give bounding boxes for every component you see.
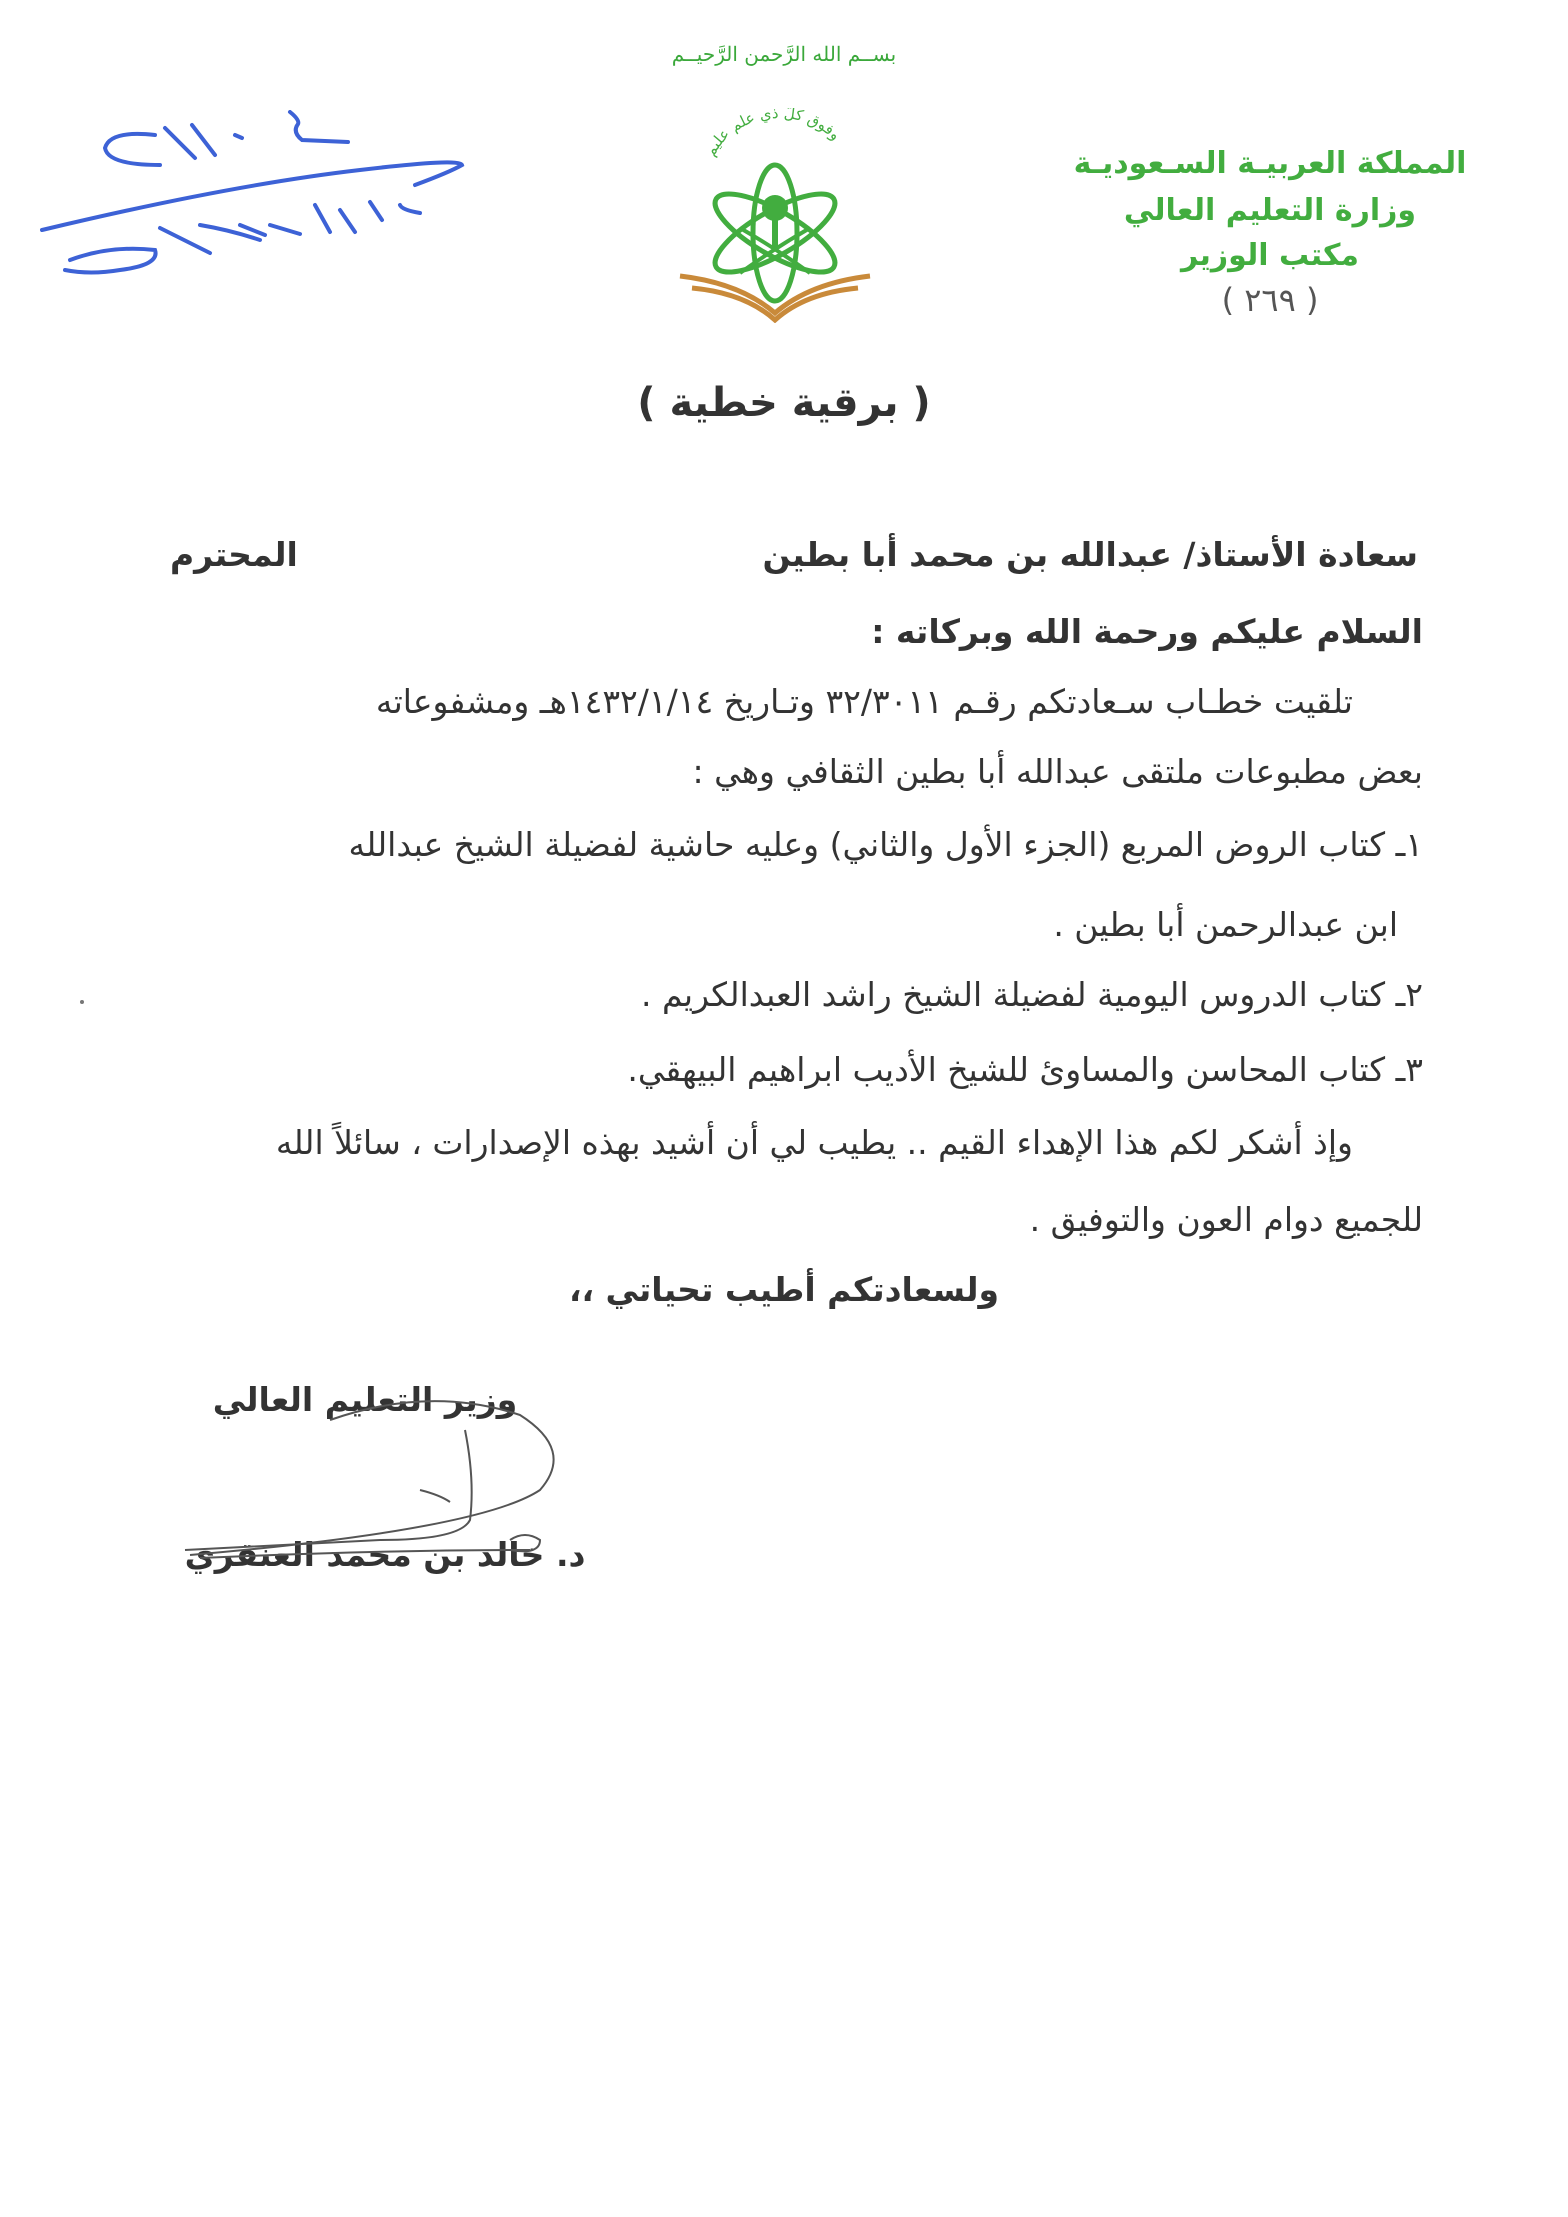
list-item-continuation: ابن عبدالرحمن أبا بطين .	[1053, 905, 1398, 944]
emblem-motto: وفوق كلّ ذي علم عليم	[701, 108, 845, 160]
signatory-name: د. خالد بن محمد العنقري	[184, 1535, 586, 1574]
ministry-name: وزارة التعليم العالي	[1123, 193, 1417, 228]
list-item: ٣ـ كتاب المحاسن والمساوئ للشيخ الأديب ابراهيم البيهقي.	[627, 1050, 1423, 1089]
signature-stroke	[180, 1390, 580, 1580]
office-number: ( ٢٦٩ )	[1221, 281, 1319, 319]
handwritten-reference-number	[30, 110, 520, 290]
palm-tree-icon	[762, 195, 788, 248]
handwritten-signature	[180, 1390, 580, 1580]
handwritten-annotation	[30, 110, 520, 290]
document-title: ( برقية خطية )	[637, 380, 931, 426]
scan-speck	[80, 1000, 84, 1004]
list-item: ١ـ كتاب الروض المربع (الجزء الأول والثاني) وعليه حاشية لفضيلة الشيخ عبدالله	[348, 825, 1423, 864]
closing-line: للجميع دوام العون والتوفيق .	[1029, 1200, 1423, 1239]
signatory-title: وزير التعليم العالي	[212, 1380, 518, 1419]
list-item: ٢ـ كتاب الدروس اليومية لفضيلة الشيخ راشد العبدالكريم .	[640, 975, 1423, 1014]
emblem-graphic	[670, 108, 880, 323]
regards: ولسعادتكم أطيب تحياتي ،،	[568, 1270, 1000, 1309]
country-name: المملكة العربيـة السـعوديـة	[1073, 146, 1467, 181]
paragraph-line: تلقيت خطـاب سـعادتكم رقـم ٣٢/٣٠١١ وتـاريخ ١٤٣٢/١/١٤هـ ومشفوعاته	[375, 682, 1353, 721]
addressee-name: سعادة الأستاذ/ عبدالله بن محمد أبا بطين	[762, 535, 1418, 574]
open-book-icon	[680, 276, 870, 320]
paragraph-line: بعض مطبوعات ملتقى عبدالله أبا بطين الثقافي وهي :	[692, 752, 1423, 791]
greeting: السلام عليكم ورحمة الله وبركاته :	[871, 612, 1423, 651]
basmala: بســم الله الرَّحمن الرَّحيــم	[671, 42, 897, 66]
office-name: مكتب الوزير	[1180, 238, 1360, 273]
ministry-emblem	[670, 108, 880, 323]
addressee	[150, 535, 1418, 574]
letterhead	[1060, 140, 1480, 322]
honorific: المحترم	[170, 535, 298, 574]
closing-line: وإذ أشكر لكم هذا الإهداء القيم .. يطيب لي أن أشيد بهذه الإصدارات ، سائلاً الله	[275, 1123, 1353, 1162]
